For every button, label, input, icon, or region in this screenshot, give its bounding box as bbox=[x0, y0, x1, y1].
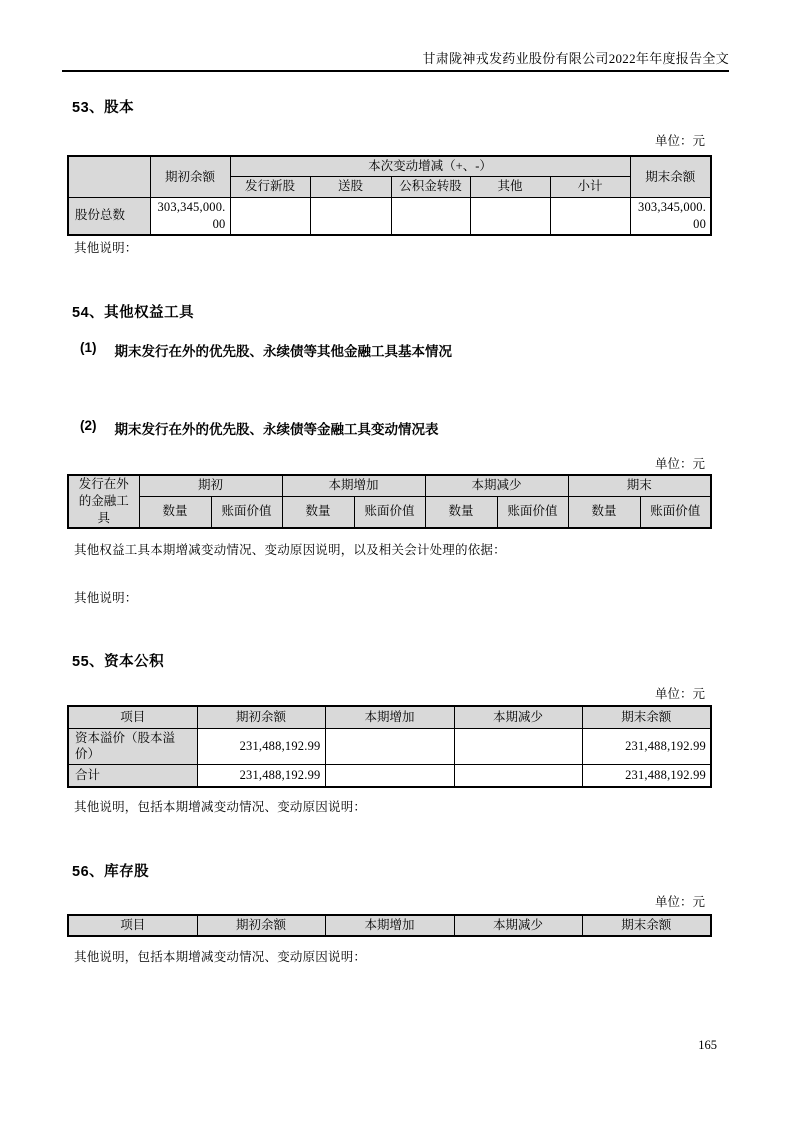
item-2-number: (2) bbox=[80, 418, 97, 433]
unit-label-54: 单位：元 bbox=[654, 457, 705, 471]
cell-other bbox=[470, 197, 550, 234]
col-header-opening-balance: 期初余额 bbox=[150, 156, 230, 197]
col-header-new-issue: 发行新股 bbox=[230, 176, 310, 197]
table-row-total-shares bbox=[68, 197, 711, 234]
item-1-number: (1) bbox=[80, 340, 97, 355]
item-1-heading bbox=[80, 340, 452, 360]
col-header-reserve-conversion: 公积金转股 bbox=[391, 176, 470, 197]
section-53-title: 53、股本 bbox=[72, 100, 135, 116]
cell-closing-balance: 231,488,192.99 bbox=[582, 765, 711, 787]
section-54-title: 54、其他权益工具 bbox=[72, 305, 195, 321]
col-group-increase: 本期增加 bbox=[282, 475, 425, 496]
cell-opening-balance: 231,488,192.99 bbox=[197, 765, 325, 787]
unit-label-56: 单位：元 bbox=[654, 895, 705, 909]
cell-new-issue bbox=[230, 197, 310, 234]
cell-opening-balance: 303,345,000.00 bbox=[150, 197, 230, 234]
section-55-title: 55、资本公积 bbox=[72, 654, 165, 670]
row-label-total-shares: 股份总数 bbox=[68, 197, 150, 234]
col-group-decrease: 本期减少 bbox=[425, 475, 568, 496]
table-row-total bbox=[68, 765, 711, 787]
capital-reserve-table bbox=[67, 705, 712, 788]
col-header-item: 项目 bbox=[68, 706, 197, 728]
item-1-text: 期末发行在外的优先股、永续债等其他金融工具基本情况 bbox=[114, 344, 452, 359]
col-header-closing-balance: 期末余额 bbox=[582, 706, 711, 728]
col-header-instrument: 发行在外的金融工具 bbox=[68, 475, 139, 528]
table-header-row bbox=[68, 915, 711, 936]
unit-label-53: 单位：元 bbox=[654, 134, 705, 148]
col-header-item: 项目 bbox=[68, 915, 197, 936]
cell-reserve-conversion bbox=[391, 197, 470, 234]
col-header-increase-value: 账面价值 bbox=[354, 496, 425, 527]
table-row-share-premium bbox=[68, 728, 711, 765]
col-header-decrease: 本期减少 bbox=[454, 915, 582, 936]
col-header-increase: 本期增加 bbox=[325, 706, 454, 728]
col-group-closing: 期末 bbox=[568, 475, 711, 496]
header-rule bbox=[62, 70, 729, 72]
row-label-share-premium: 资本溢价（股本溢价） bbox=[68, 728, 197, 765]
col-header-closing-balance: 期末余额 bbox=[630, 156, 711, 197]
table-header-row bbox=[68, 706, 711, 728]
treasury-stock-table bbox=[67, 914, 712, 937]
col-header-opening-balance: 期初余额 bbox=[197, 706, 325, 728]
row-label-total: 合计 bbox=[68, 765, 197, 787]
col-header-decrease: 本期减少 bbox=[454, 706, 582, 728]
section-54-note-2: 其他说明： bbox=[74, 591, 138, 605]
col-header-decrease-value: 账面价值 bbox=[497, 496, 568, 527]
item-2-text: 期末发行在外的优先股、永续债等金融工具变动情况表 bbox=[114, 422, 439, 437]
col-header-closing-qty: 数量 bbox=[568, 496, 640, 527]
col-header-closing-balance: 期末余额 bbox=[582, 915, 711, 936]
col-group-opening: 期初 bbox=[139, 475, 282, 496]
col-header-increase: 本期增加 bbox=[325, 915, 454, 936]
section-53-note: 其他说明： bbox=[74, 241, 138, 255]
table-header-row bbox=[68, 475, 711, 496]
cell-closing-balance: 231,488,192.99 bbox=[582, 728, 711, 765]
col-header-bonus-issue: 送股 bbox=[310, 176, 391, 197]
col-header-opening-value: 账面价值 bbox=[211, 496, 282, 527]
table-subheader-row bbox=[68, 496, 711, 527]
cell-increase bbox=[325, 765, 454, 787]
col-group-change: 本次变动增减（+、-） bbox=[230, 156, 630, 176]
col-header-decrease-qty: 数量 bbox=[425, 496, 497, 527]
table-header-row bbox=[68, 156, 711, 176]
col-header-increase-qty: 数量 bbox=[282, 496, 354, 527]
section-56-note: 其他说明，包括本期增减变动情况、变动原因说明： bbox=[74, 950, 367, 964]
cell-decrease bbox=[454, 765, 582, 787]
cell-increase bbox=[325, 728, 454, 765]
cell-subtotal bbox=[550, 197, 630, 234]
report-header-title: 甘肃陇神戎发药业股份有限公司2022年年度报告全文 bbox=[422, 51, 729, 66]
cell-bonus-issue bbox=[310, 197, 391, 234]
col-header-closing-value: 账面价值 bbox=[640, 496, 711, 527]
section-56-title: 56、库存股 bbox=[72, 864, 150, 880]
col-header-opening-balance: 期初余额 bbox=[197, 915, 325, 936]
share-capital-table bbox=[67, 155, 712, 236]
section-54-note-1: 其他权益工具本期增减变动情况、变动原因说明，以及相关会计处理的依据： bbox=[74, 543, 506, 557]
cell-decrease bbox=[454, 728, 582, 765]
col-header-subtotal: 小计 bbox=[550, 176, 630, 197]
cell-opening-balance: 231,488,192.99 bbox=[197, 728, 325, 765]
financial-instruments-table bbox=[67, 474, 712, 529]
col-header-other: 其他 bbox=[470, 176, 550, 197]
item-2-heading bbox=[80, 418, 439, 438]
section-55-note: 其他说明，包括本期增减变动情况、变动原因说明： bbox=[74, 800, 367, 814]
page-number: 165 bbox=[698, 1038, 717, 1052]
col-header-blank bbox=[68, 156, 150, 197]
cell-closing-balance: 303,345,000.00 bbox=[630, 197, 711, 234]
col-header-opening-qty: 数量 bbox=[139, 496, 211, 527]
unit-label-55: 单位：元 bbox=[654, 687, 705, 701]
